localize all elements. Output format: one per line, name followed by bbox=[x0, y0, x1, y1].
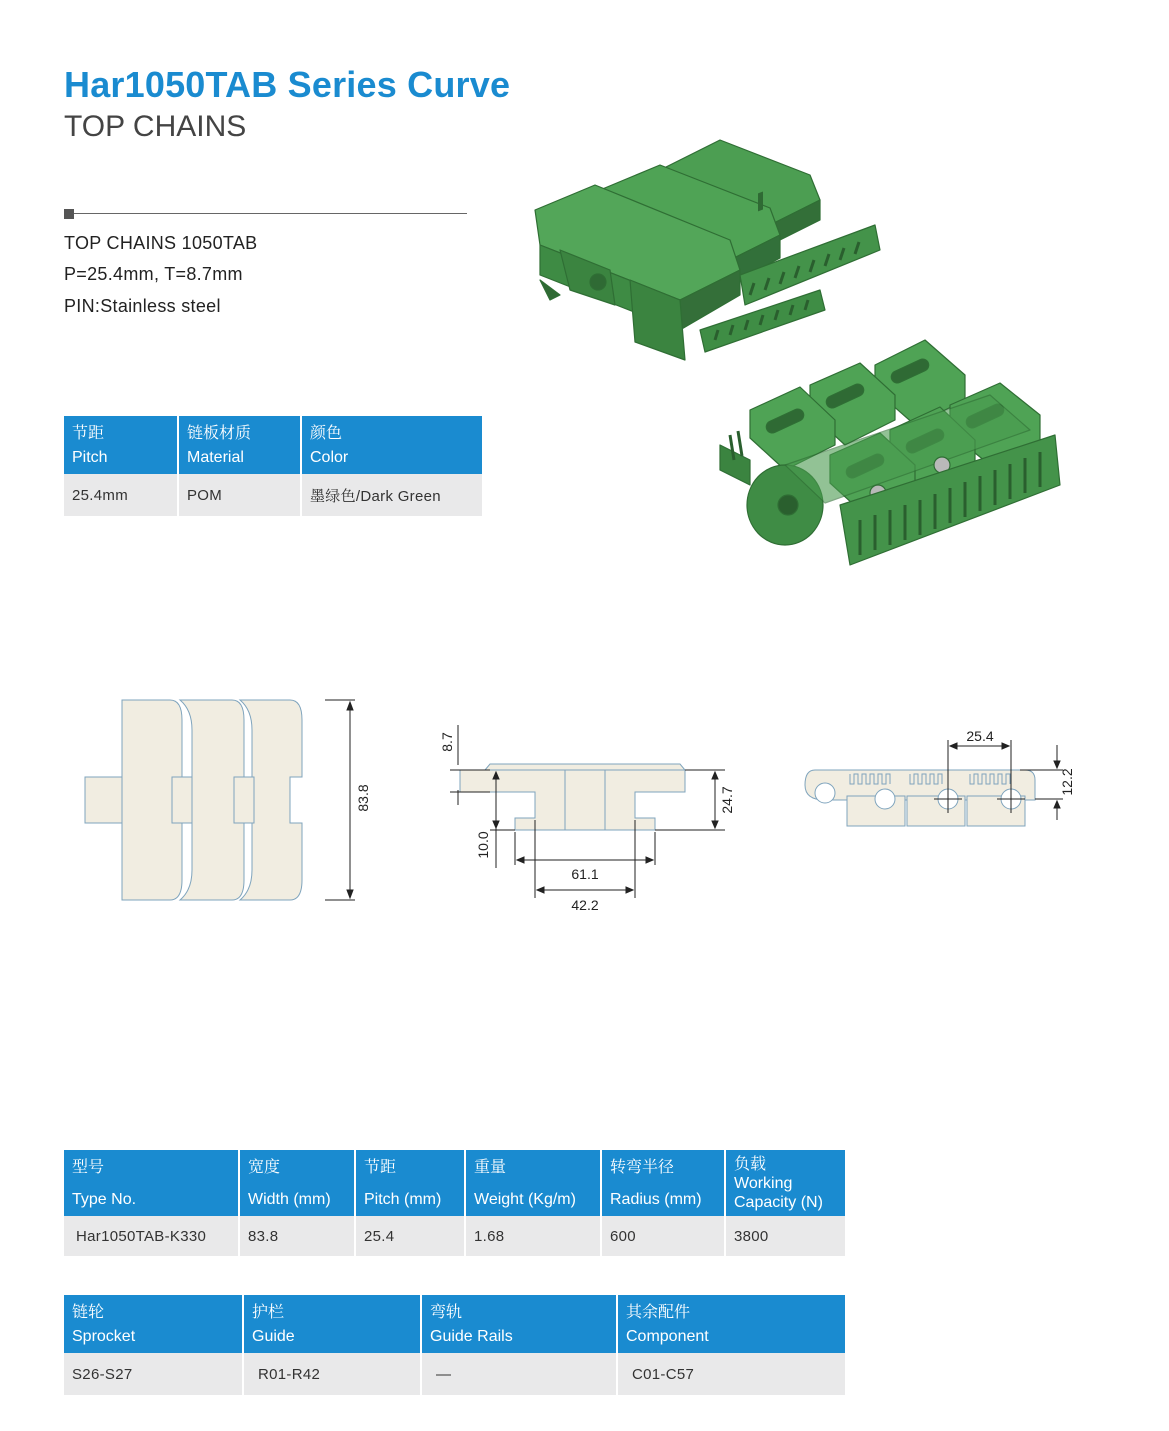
page-title: Har1050TAB Series Curve bbox=[64, 64, 511, 105]
chain-render-bottom bbox=[710, 335, 1070, 575]
spec-table bbox=[64, 1150, 845, 1256]
col-pitch-header: 节距 Pitch bbox=[64, 416, 179, 474]
table-row bbox=[64, 1353, 845, 1395]
dim-pitch-label: 25.4 bbox=[966, 728, 994, 744]
accessory-table bbox=[64, 1295, 845, 1395]
col-guide-rails-header: 弯轨 Guide Rails bbox=[422, 1295, 618, 1353]
col-width-header: 宽度 Width (mm) bbox=[240, 1150, 356, 1216]
table-cell: 3800 bbox=[726, 1216, 845, 1256]
col-sprocket-header: 链轮 Sprocket bbox=[64, 1295, 244, 1353]
dim-height-label: 24.7 bbox=[719, 786, 735, 814]
section-marker bbox=[64, 209, 74, 219]
dim-outer-width-label: 42.2 bbox=[571, 897, 599, 913]
col-capacity-header: 负载 Working Capacity (N) bbox=[726, 1150, 845, 1216]
table-cell: 25.4 bbox=[356, 1216, 466, 1256]
table-cell: 83.8 bbox=[240, 1216, 356, 1256]
drawing-side-view bbox=[430, 720, 750, 920]
spec-pin-material: PIN:Stainless steel bbox=[64, 296, 221, 316]
section-divider bbox=[74, 213, 467, 214]
dim-width-label: 83.8 bbox=[355, 784, 371, 812]
col-weight-header: 重量 Weight (Kg/m) bbox=[466, 1150, 602, 1216]
table-cell: Har1050TAB-K330 bbox=[64, 1216, 240, 1256]
dim-inner-width-label: 61.1 bbox=[571, 866, 599, 882]
table-cell: S26-S27 bbox=[64, 1353, 244, 1395]
table-cell: C01-C57 bbox=[618, 1353, 845, 1395]
table-cell: POM bbox=[179, 474, 302, 516]
drawing-pitch-view bbox=[795, 720, 1085, 840]
table-row bbox=[64, 474, 482, 516]
col-type-header: 型号 Type No. bbox=[64, 1150, 240, 1216]
table-cell: 墨绿色/Dark Green bbox=[302, 474, 482, 516]
dim-pin-height-label: 12.2 bbox=[1059, 768, 1075, 796]
material-table bbox=[64, 416, 482, 516]
col-radius-header: 转弯半径 Radius (mm) bbox=[602, 1150, 726, 1216]
table-cell: 25.4mm bbox=[64, 474, 179, 516]
col-color-header: 颜色 Color bbox=[302, 416, 482, 474]
drawing-top-view bbox=[80, 690, 380, 910]
table-cell: 600 bbox=[602, 1216, 726, 1256]
table-cell: R01-R42 bbox=[244, 1353, 422, 1395]
table-cell: 1.68 bbox=[466, 1216, 602, 1256]
dim-depth-label: 10.0 bbox=[475, 831, 491, 859]
table-cell: — bbox=[422, 1353, 618, 1395]
page-subtitle: TOP CHAINS bbox=[64, 110, 247, 143]
col-guide-header: 护栏 Guide bbox=[244, 1295, 422, 1353]
dim-thickness-label: 8.7 bbox=[439, 732, 455, 752]
col-component-header: 其余配件 Component bbox=[618, 1295, 845, 1353]
col-material-header: 链板材质 Material bbox=[179, 416, 302, 474]
spec-pitch-thickness: P=25.4mm, T=8.7mm bbox=[64, 264, 243, 284]
table-row bbox=[64, 1216, 845, 1256]
spec-product-line: TOP CHAINS 1050TAB bbox=[64, 233, 258, 253]
col-pitch-header: 节距 Pitch (mm) bbox=[356, 1150, 466, 1216]
